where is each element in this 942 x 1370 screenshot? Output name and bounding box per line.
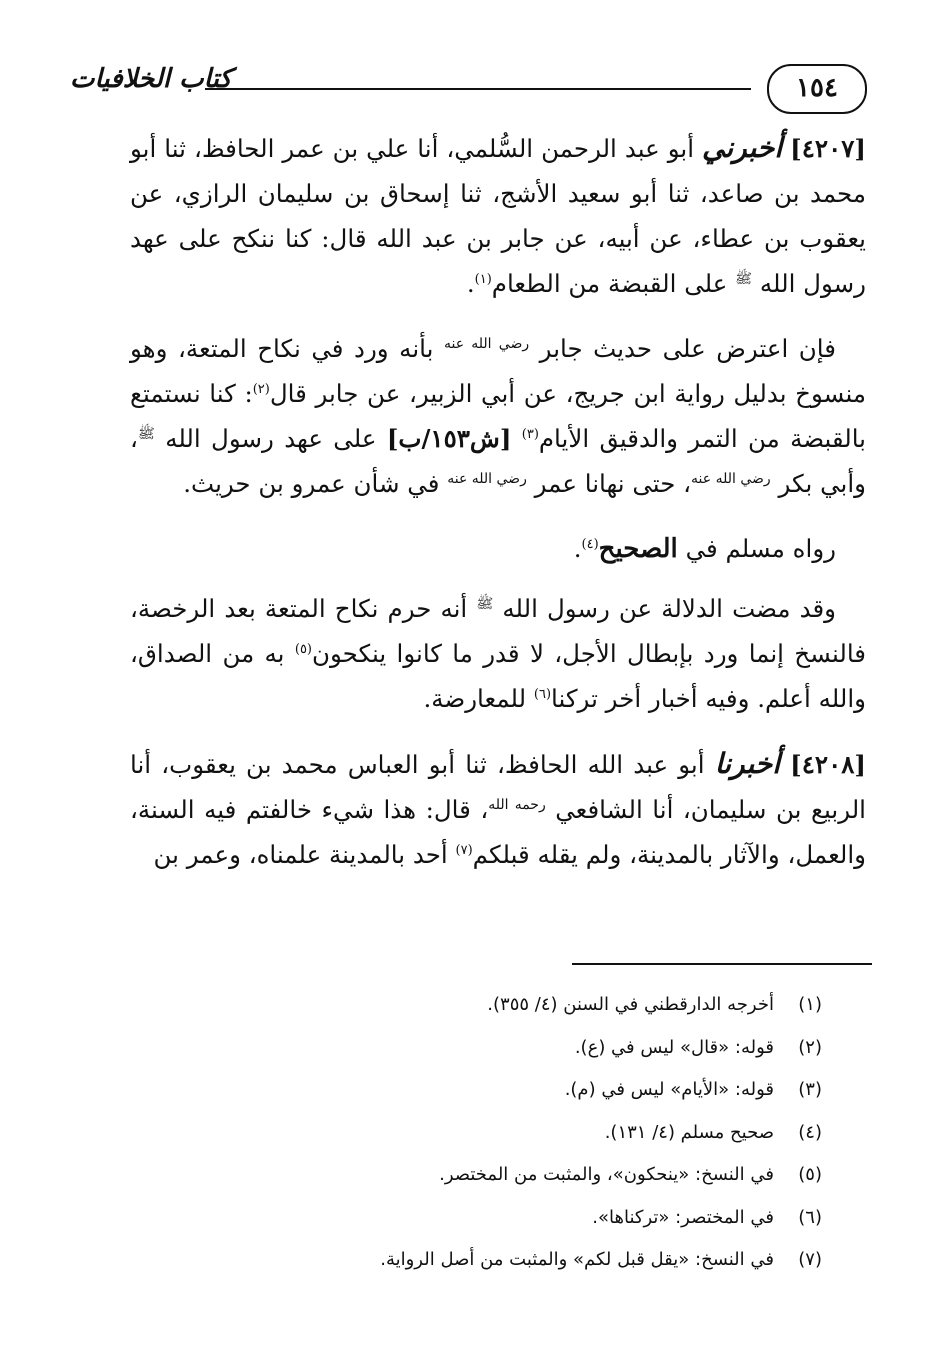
text-segment: ، قال: هذا شيء خالفتم فيه السنة، والعمل، والآثار بالمدينة، ولم يقله قبلكم: [130, 795, 866, 869]
footnote-1: [122, 984, 822, 1027]
salawat-glyph: ﷺ: [735, 270, 753, 287]
text-segment: ، حتى نهانا عمر: [534, 469, 692, 498]
footnote-text: في النسخ: «ينحكون»، والمثبت من المختصر.: [439, 1164, 774, 1185]
footnote-6: [122, 1197, 822, 1240]
page-header: [70, 58, 867, 118]
footnote-number: (٥): [798, 1164, 822, 1185]
manuscript-ref: [ش١٥٣/ب]: [386, 424, 512, 453]
salawat-glyph: ﷺ: [137, 425, 155, 442]
salawat-glyph: ﷺ: [476, 595, 494, 612]
footnote-number: (٤): [798, 1121, 822, 1143]
text-segment: فإن اعترض على حديث جابر: [539, 334, 836, 363]
footnote-number: (٧): [798, 1249, 822, 1270]
footnotes: [122, 984, 822, 1282]
radiyallah-glyph: رضي الله عنه: [447, 470, 527, 487]
source-paragraph: [130, 526, 866, 572]
text-segment: وقد مضت الدلالة عن رسول الله: [502, 594, 837, 623]
text-segment: بأنه ورد في نكاح المتعة، وهو منسوخ بدليل رواية ابن جريج، عن أبي الزبير، عن جابر قال: [130, 334, 866, 408]
text-segment: : كنا نستمتع بالقبضة من التمر والدقيق الأيام: [130, 379, 867, 453]
text-segment: أحد بالمدينة علمناه، وعمر بن: [153, 840, 448, 869]
footnote-ref-2[interactable]: (٢): [252, 381, 270, 397]
radiyallah-glyph: رضي الله عنه: [691, 470, 771, 487]
isnad-keyword: أخبرني: [702, 131, 783, 164]
main-text: [130, 125, 866, 897]
text-segment: به من الصداق، والله أعلم. وفيه أخبار أخر تركنا: [130, 639, 866, 713]
footnote-ref-6[interactable]: (٦): [533, 686, 552, 702]
punct: .: [466, 269, 475, 298]
footnote-number: (٢): [798, 1036, 822, 1058]
footnote-7: [122, 1239, 822, 1282]
book-title: كتاب الخلافيات: [70, 64, 232, 94]
footnote-text: في المختصر: «تركناها».: [592, 1206, 774, 1228]
footnote-2: [122, 1027, 822, 1070]
radiyallah-glyph: رضي الله عنه: [443, 335, 530, 352]
footnote-ref-7[interactable]: (٧): [455, 842, 473, 858]
objection-paragraph: [130, 326, 866, 506]
footnote-ref-5[interactable]: (٥): [294, 641, 312, 657]
footnote-text: قوله: «الأيام» ليس في (م).: [564, 1079, 774, 1100]
footnote-text: قوله: «قال» ليس في (ع).: [574, 1036, 774, 1058]
text-segment: في شأن عمرو بن حريث.: [183, 469, 440, 498]
text-segment: أبو عبد الله الحافظ، ثنا أبو العباس محمد بن يعقوب، أنا الربيع بن سليمان، أنا الشافعي: [130, 750, 866, 824]
hadith-text-end: على القبضة من الطعام: [491, 269, 728, 298]
text-segment: أنه حرم نكاح المتعة بعد الرخصة، فالنسخ إنما ورد بإبطال الأجل، لا قدر ما كانوا ينكحون: [130, 594, 867, 668]
footnote-3: [122, 1069, 822, 1112]
hadith-number: [٤٢٠٨]: [790, 750, 866, 779]
footnote-ref-3[interactable]: (٣): [521, 426, 539, 442]
hadith-4208: [130, 741, 866, 877]
footnote-number: (٣): [798, 1079, 822, 1100]
text-segment: على عهد رسول الله: [165, 424, 377, 453]
footnote-ref-4[interactable]: (٤): [581, 536, 599, 552]
hadith-text: أبو عبد الرحمن السُّلمي، أنا علي بن عمر الحافظ، ثنا أبو محمد بن صاعد، ثنا أبو سعيد الأشج، ثنا إسحاق بن سليمان الرازي، عن يعقوب بن عطاء، عن أبيه، عن جابر بن عبد الله قال: كنا ننكح على عهد رسول الله: [130, 134, 866, 298]
isnad-keyword: أخبرنا: [714, 747, 781, 780]
text-segment: ، وأبي بكر: [130, 424, 866, 498]
rahimahullah-glyph: رحمه الله: [488, 796, 546, 813]
footnote-ref-1[interactable]: (١): [474, 271, 492, 287]
footnote-text: أخرجه الدارقطني في السنن (٤/ ٣٥٥).: [487, 994, 774, 1015]
footnote-separator: [572, 963, 872, 965]
hadith-4207: [130, 125, 866, 306]
book-name: الصحيح: [598, 534, 678, 564]
punct: .: [573, 534, 582, 563]
header-rule: [205, 88, 751, 90]
footnote-number: (١): [798, 994, 822, 1015]
text-segment: رواه مسلم في: [685, 534, 836, 563]
footnote-number: (٦): [798, 1206, 822, 1228]
hadith-number: [٤٢٠٧]: [790, 134, 866, 163]
page-number: ١٥٤: [767, 64, 867, 114]
footnote-text: صحيح مسلم (٤/ ١٣١).: [604, 1121, 774, 1143]
footnote-4: [122, 1112, 822, 1155]
text-segment: للمعارضة.: [423, 684, 527, 713]
argument-paragraph: [130, 586, 866, 721]
footnote-text: في النسخ: «يقل قبل لكم» والمثبت من أصل الرواية.: [380, 1249, 774, 1270]
footnote-5: [122, 1154, 822, 1197]
